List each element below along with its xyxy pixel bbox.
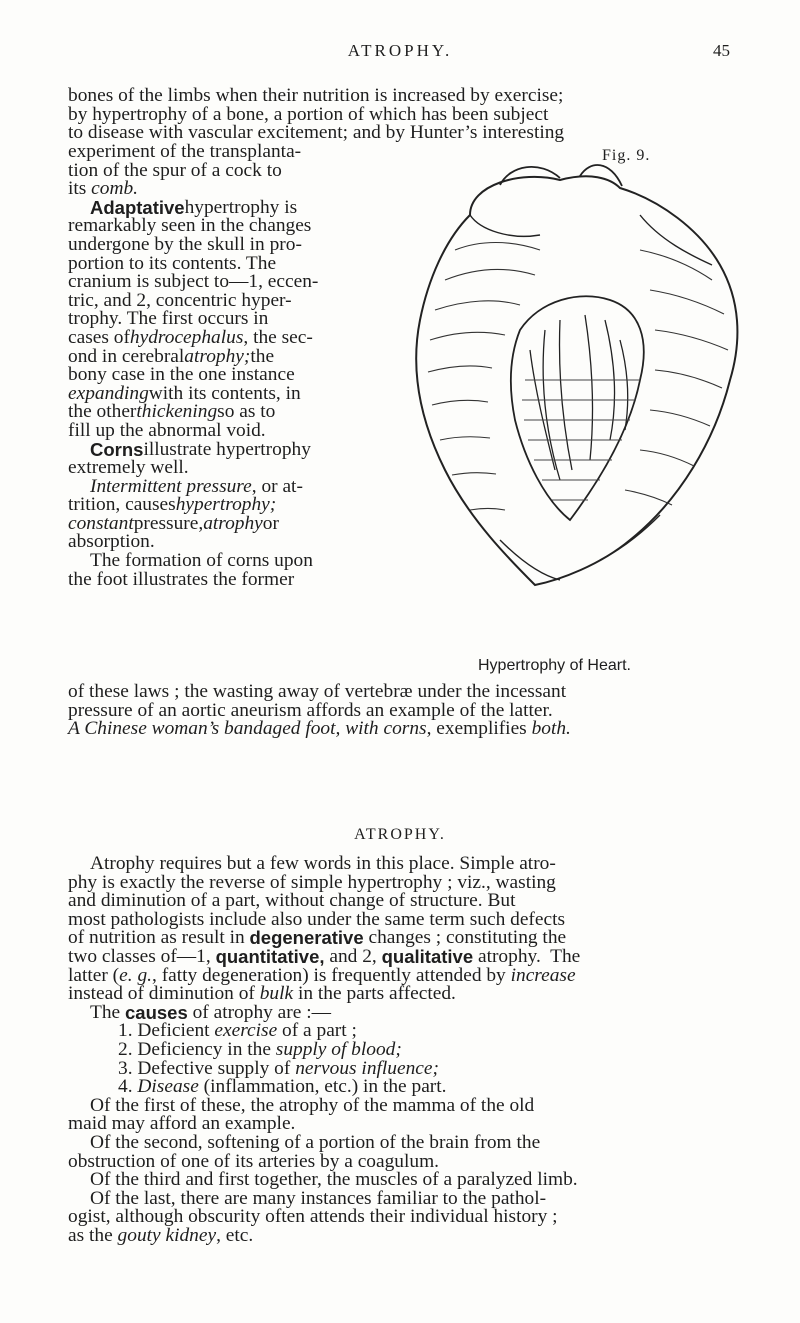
text-line: instead of diminution of bulk in the parts affected. [68,983,456,1005]
text-line: tion of the spur of a cock to [68,159,282,181]
text-line: pressure of an aortic aneurism affords an example of the latter. [68,699,553,721]
text-line: The formation of corns upon [90,550,313,572]
text-line: undergone by the skull in pro- [68,233,302,255]
bold-term: Corns [90,438,144,460]
atrophy-section [68,855,734,1245]
text-line: latter ( e. g. , fatty degeneration) is frequently attended by increase [68,964,576,986]
text-line: Corns illustrate hypertrophy [90,438,311,460]
paragraph-top [68,87,734,143]
text-line: Of the last, there are many instances familiar to the pathol- [90,1187,547,1209]
paragraph-after-figure [68,683,734,739]
text-line: fill up the abnormal void. [68,419,266,441]
text-line: cranium is subject to—1, eccen- [68,271,319,293]
text-line: A Chinese woman’s bandaged foot, with corns , exemplifies both. [68,718,571,740]
text-line: ond in cerebral atrophy; the [68,345,275,367]
text-line: Atrophy requires but a few words in this place. Simple atro- [90,853,556,874]
text-line: absorption. [68,531,155,553]
text-line: remarkably seen in the changes [68,215,312,237]
text-line: its comb. [68,178,139,200]
section-title: ATROPHY. [354,826,446,843]
text-line: trition, causes hypertrophy; [68,494,277,516]
text-line: Adaptative hypertrophy is [90,196,298,218]
text-line: to disease with vascular excitement; and by Hunter’s interesting [68,122,565,144]
text-line: Of the second, softening of a portion of the brain from the [90,1131,541,1153]
page-number: 45 [713,41,730,60]
bold-term: Adaptative [90,196,185,218]
text-line: of nutrition as result in degenerative changes ; constituting the [68,927,567,949]
text-line: bony case in the one instance [68,364,295,386]
text-line: Of the first of these, the atrophy of the mamma of the old [90,1094,535,1116]
heart-engraving-icon [408,80,768,675]
text-line: expanding with its contents, in [68,382,301,404]
text-line: The causes of atrophy are :— [90,1001,331,1023]
figure-label: Fig. 9. [602,147,651,164]
text-line: extremely well. [68,457,189,479]
running-head [0,41,800,65]
text-line: by hypertrophy of a bone, a portion of which has been subject [68,103,549,125]
text-line: the foot illustrates the former [68,568,295,590]
figure-caption: Hypertrophy of Heart. [478,657,631,674]
text-line: ogist, although obscurity often attends their individual history ; [68,1206,558,1228]
text-line: tric, and 2, concentric hyper- [68,289,292,311]
text-line: cases of hydrocephalus , the sec- [68,326,313,348]
text-line: and diminution of a part, without change of structure. But [68,890,516,912]
list-item: 2. Deficiency in the supply of blood; [118,1038,402,1060]
text-line: portion to its contents. The [68,252,277,274]
list-item: 1. Deficient exercise of a part ; [118,1020,357,1042]
text-line: two classes of—1, quantitative, and 2, qualitative atrophy. The [68,945,581,967]
text-line: bones of the limbs when their nutrition is increased by exercise; [68,85,564,106]
text-line: the other thickening so as to [68,401,276,423]
text-line: constant pressure, atrophy or [68,512,279,534]
text-line: trophy. The first occurs in [68,308,269,330]
text-line: as the gouty kidney , etc. [68,1224,254,1246]
text-line: most pathologists include also under the same term such defects [68,908,566,930]
text-line: phy is exactly the reverse of simple hypertrophy ; viz., wasting [68,871,556,893]
text-line: of these laws ; the wasting away of vertebræ under the incessant [68,681,567,702]
narrow-column [68,143,388,589]
list-item: 4. Disease (inflammation, etc.) in the part. [118,1076,447,1098]
text-line: maid may afford an example. [68,1113,296,1135]
text-line: Intermittent pressure , or at- [90,475,303,497]
text-line: Of the third and first together, the muscles of a paralyzed limb. [90,1169,578,1191]
text-line: experiment of the transplanta- [68,141,302,162]
running-head-title: ATROPHY. [347,41,453,60]
text-line: obstruction of one of its arteries by a coagulum. [68,1150,440,1172]
list-item: 3. Defective supply of nervous influence; [118,1057,439,1079]
